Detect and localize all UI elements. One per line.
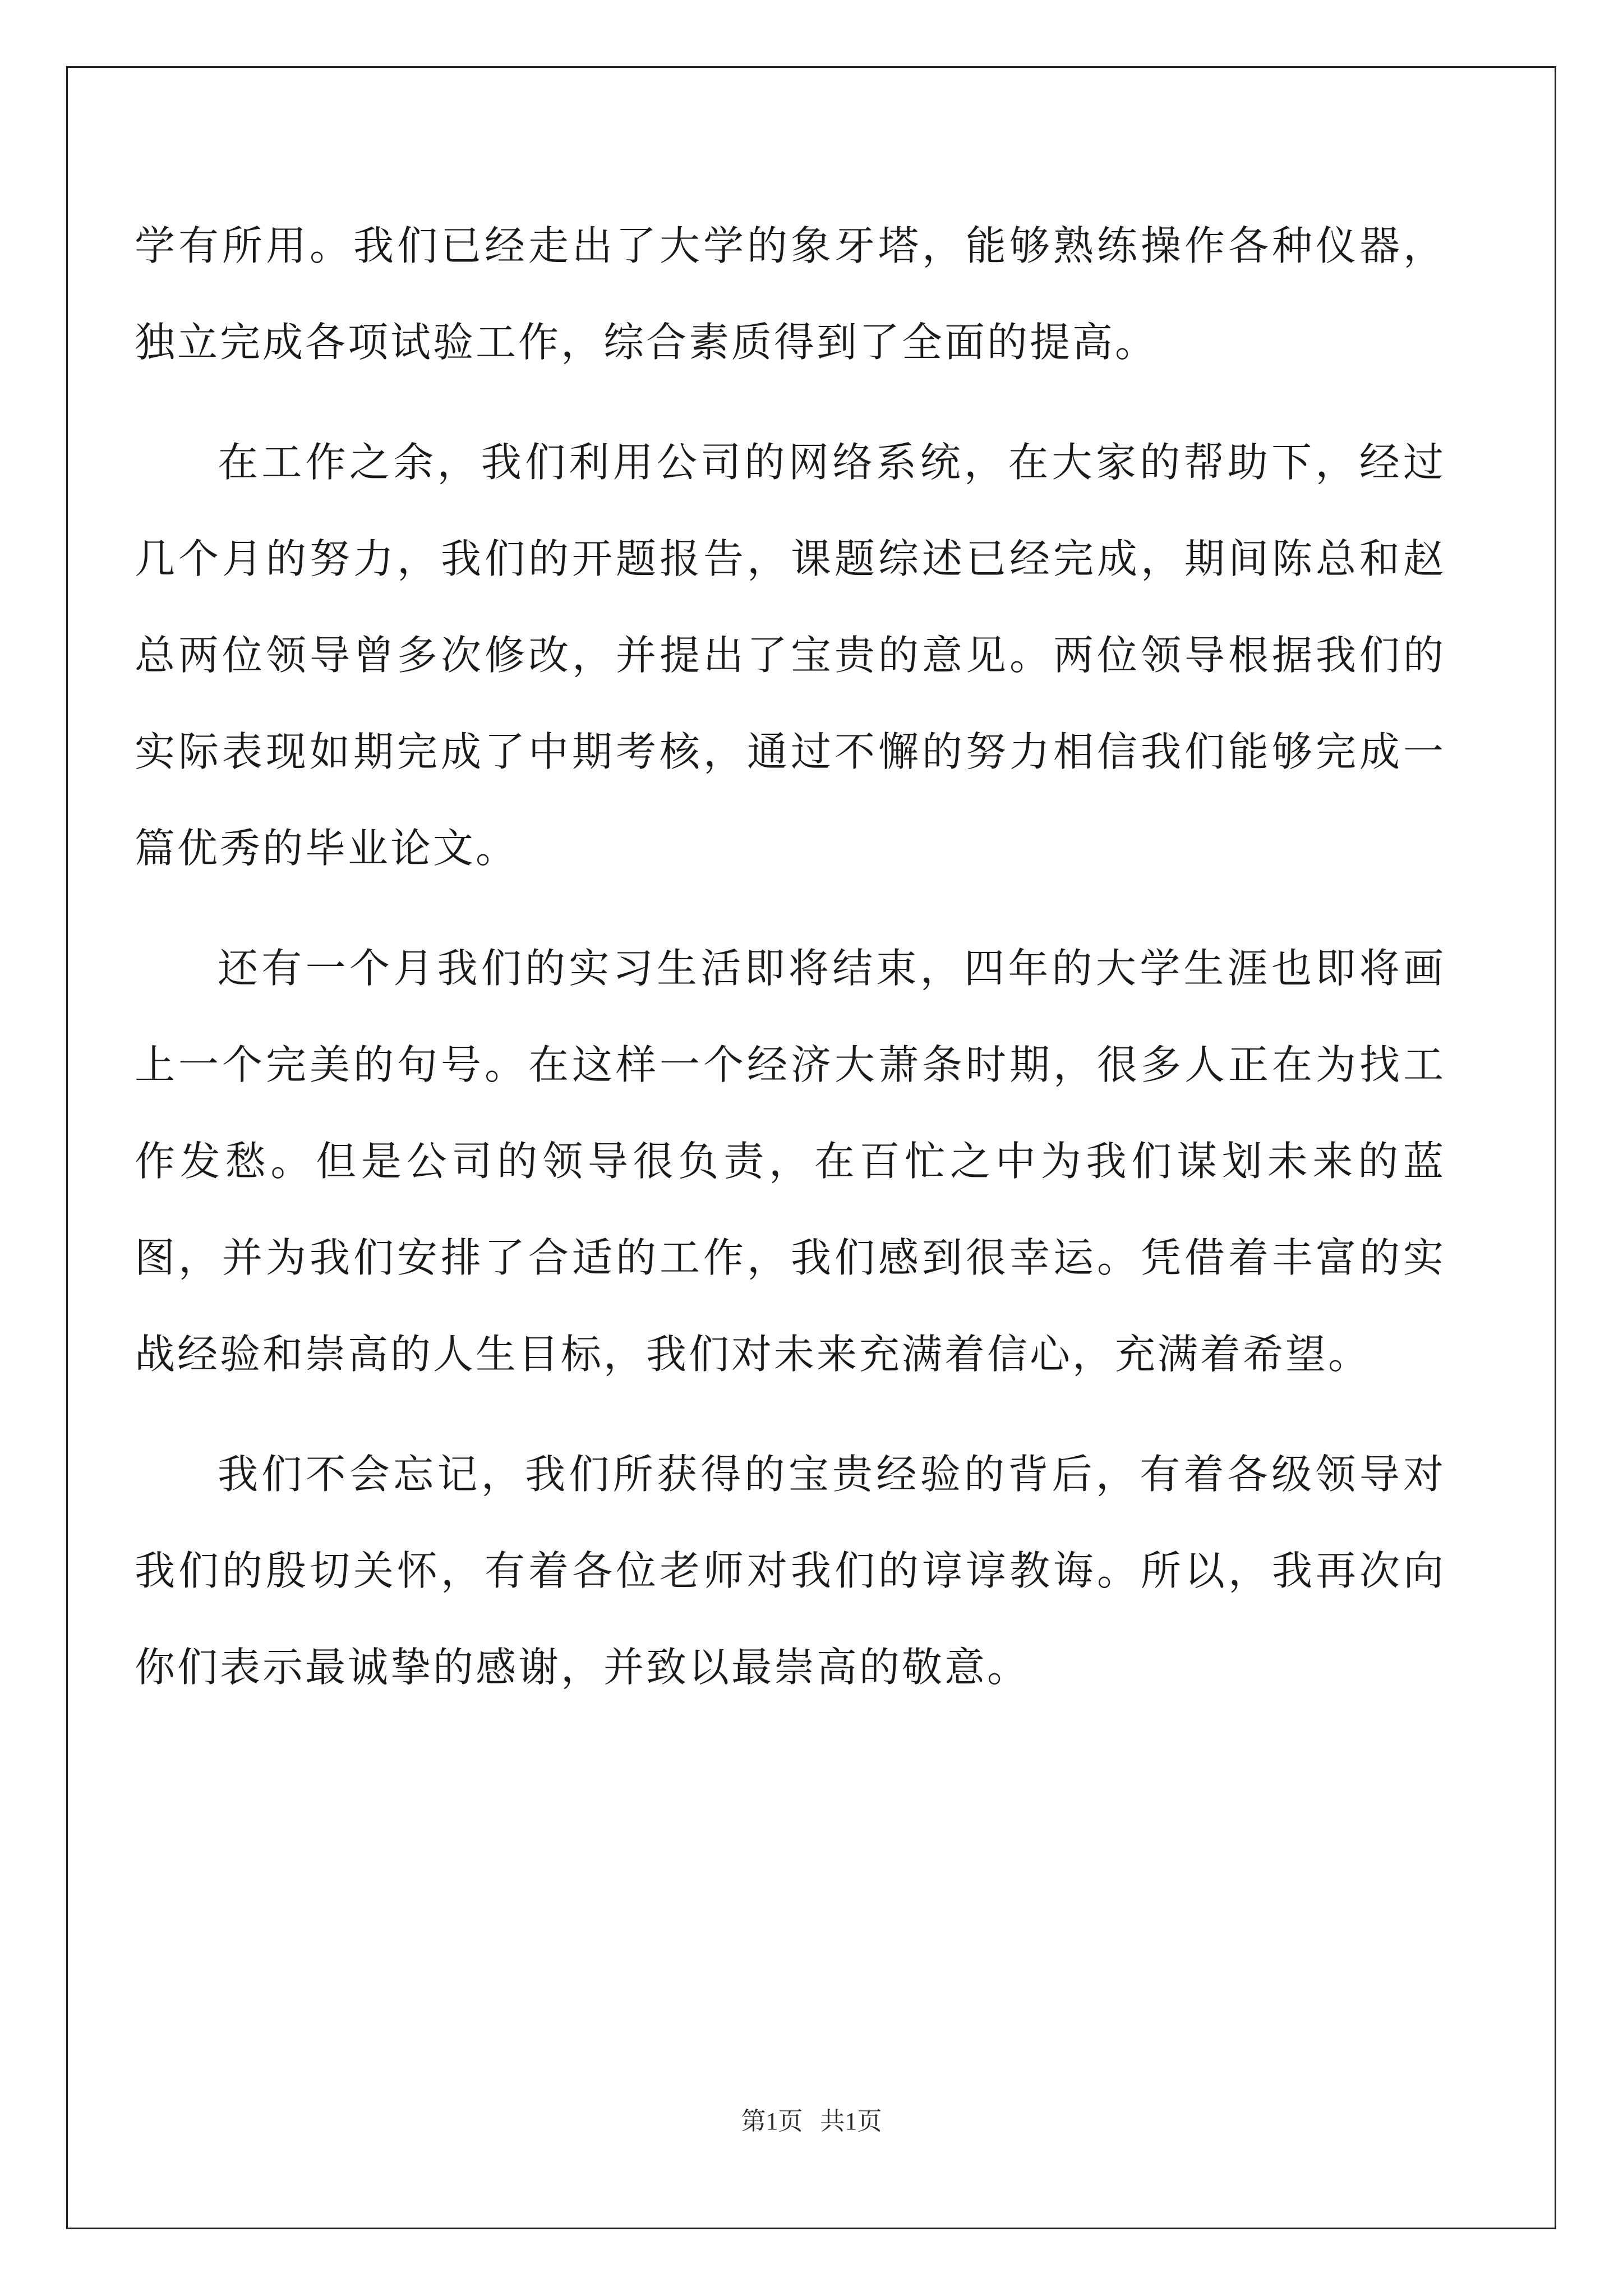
- paragraph-3: 还有一个月我们的实习生活即将结束，四年的大学生涯也即将画上一个完美的句号。在这样一个经济大萧条时期，很多人正在为找工作发愁。但是公司的领导很负责，在百忙之中为我们谋划未来的蓝图，并为我们安排了合适的工作，我们感到很幸运。凭借着丰富的实战经验和崇高的人生目标，我们对未来充满着信心，充满着希望。: [135, 945, 1446, 1378]
- paragraph-2: 在工作之余，我们利用公司的网络系统，在大家的帮助下，经过几个月的努力，我们的开题报告，课题综述已经完成，期间陈总和赵总两位领导曾多次修改，并提出了宝贵的意见。两位领导根据我们的实际表现如期完成了中期考核，通过不懈的努力相信我们能够完成一篇优秀的毕业论文。: [135, 439, 1446, 872]
- page-footer: [0, 2105, 1623, 2138]
- document-body: [135, 197, 1446, 1739]
- page-number-current: 第1页: [741, 2108, 803, 2135]
- page-number-total: 共1页: [820, 2108, 882, 2135]
- paragraph-1: 学有所用。我们已经走出了大学的象牙塔，能够熟练操作各种仪器，独立完成各项试验工作，综合素质得到了全面的提高。: [135, 222, 1446, 366]
- paragraph-4: 我们不会忘记，我们所获得的宝贵经验的背后，有着各级领导对我们的殷切关怀，有着各位老师对我们的谆谆教诲。所以，我再次向你们表示最诚挚的感谢，并致以最崇高的敬意。: [135, 1451, 1446, 1691]
